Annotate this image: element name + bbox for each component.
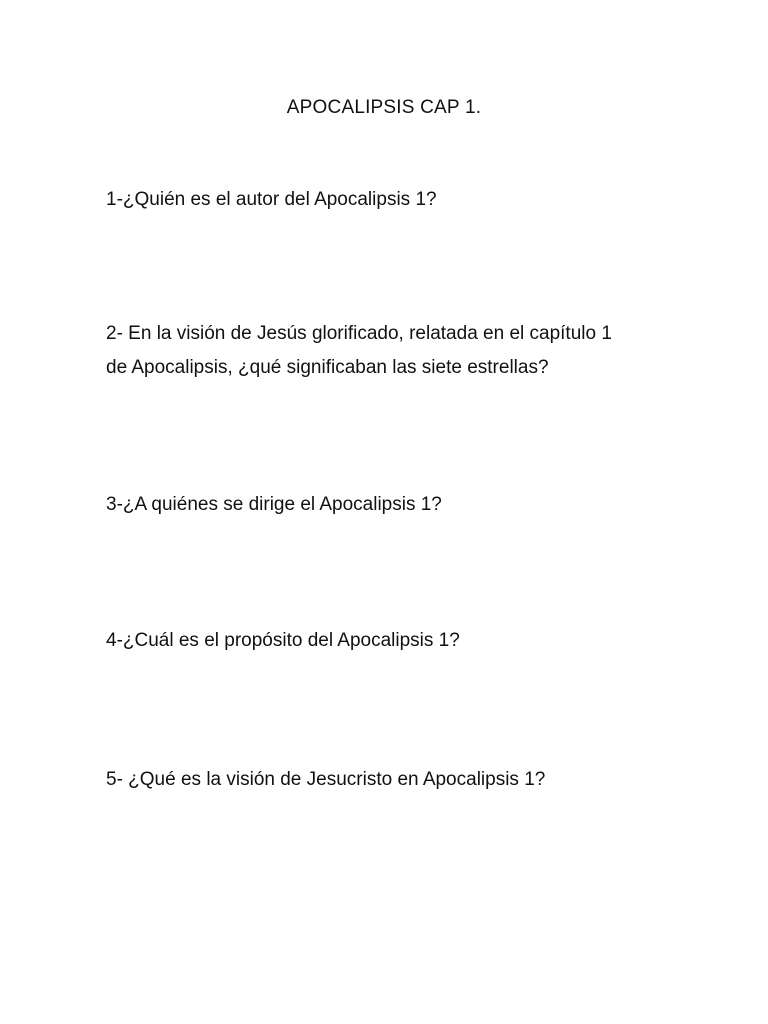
question-3-text: 3-¿A quiénes se dirige el Apocalipsis 1?	[106, 494, 442, 515]
question-1	[106, 183, 666, 217]
question-4-text: 4-¿Cuál es el propósito del Apocalipsis 1?	[106, 630, 460, 651]
question-2	[106, 317, 666, 385]
question-3	[106, 488, 666, 522]
question-2-text-line-1: 2- En la visión de Jesús glorificado, relatada en el capítulo 1	[106, 323, 612, 344]
question-5-text: 5- ¿Qué es la visión de Jesucristo en Apocalipsis 1?	[106, 769, 546, 790]
document-title: APOCALIPSIS CAP 1.	[286, 97, 482, 118]
question-1-text: 1-¿Quién es el autor del Apocalipsis 1?	[106, 189, 437, 210]
question-2-text-line-2: de Apocalipsis, ¿qué significaban las siete estrellas?	[106, 357, 549, 378]
question-5	[106, 763, 666, 797]
question-4	[106, 624, 666, 658]
